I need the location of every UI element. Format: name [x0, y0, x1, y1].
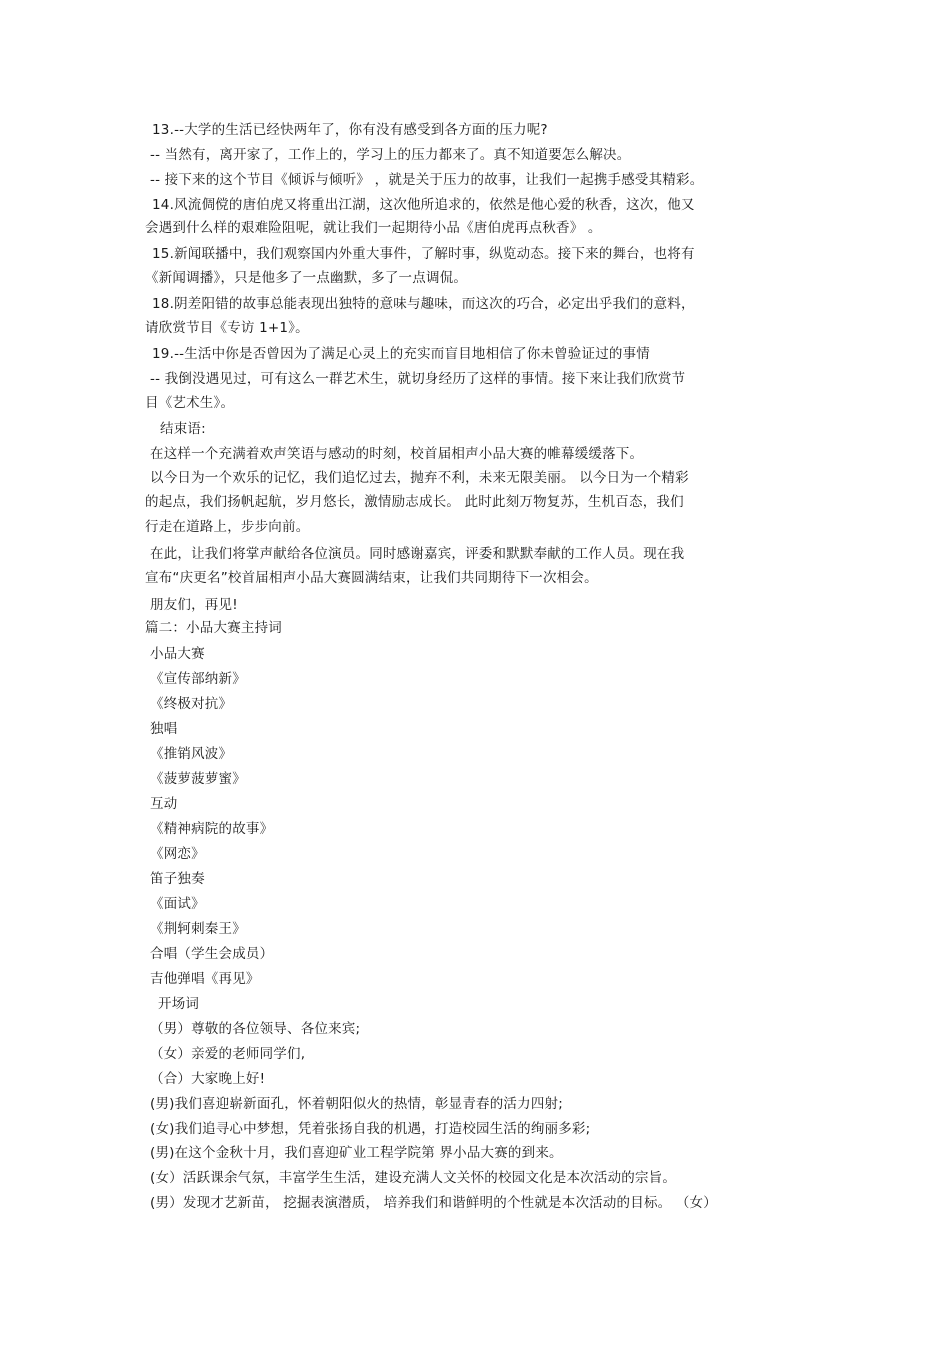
- program-item: 互动: [150, 796, 178, 812]
- text-line: (女）活跃课余气氛，丰富学生生活，建设充满人文关怀的校园文化是本次活动的宗旨。: [150, 1170, 677, 1186]
- text-line: -- 接下来的这个节目《倾诉与倾听》 ，就是关于压力的故事，让我们一起携手感受其精彩。: [150, 172, 704, 188]
- text-line: 14.风流倜傥的唐伯虎又将重出江湖，这次他所追求的，依然是他心爱的秋香，这次，他又: [152, 197, 695, 213]
- text-line: 朋友们，再见!: [150, 597, 238, 613]
- text-line: 会遇到什么样的艰难险阻呢，就让我们一起期待小品《唐伯虎再点秋香》 。: [145, 220, 602, 236]
- text-line: 19.--生活中你是否曾因为了满足心灵上的充实而盲目地相信了你未曾验证过的事情: [152, 346, 651, 362]
- program-item: 《宣传部纳新》: [150, 671, 246, 687]
- text-line: 开场词: [158, 996, 200, 1012]
- text-line: 在此，让我们将掌声献给各位演员。同时感谢嘉宾，评委和默默奉献的工作人员。现在我: [150, 546, 685, 562]
- text-line: 在这样一个充满着欢声笑语与感动的时刻，校首届相声小品大赛的帷幕缓缓落下。: [150, 446, 644, 462]
- program-item: 合唱（学生会成员）: [150, 946, 274, 962]
- program-item: 《网恋》: [150, 846, 205, 862]
- text-line: 的起点，我们扬帆起航，岁月悠长，激情励志成长。 此时此刻万物复苏，生机百态，我们: [145, 494, 684, 510]
- program-item: 笛子独奏: [150, 871, 205, 887]
- text-line: (男）发现才艺新苗， 挖掘表演潜质， 培养我们和谐鲜明的个性就是本次活动的目标。 （女）: [150, 1195, 717, 1211]
- text-line: (女)我们追寻心中梦想，凭着张扬自我的机遇，打造校园生活的绚丽多彩;: [150, 1121, 591, 1137]
- program-item: 《精神病院的故事》: [150, 821, 274, 837]
- text-line: （男）尊敬的各位领导、各位来宾;: [150, 1021, 361, 1037]
- text-line: 18.阴差阳错的故事总能表现出独特的意味与趣味，而这次的巧合，必定出乎我们的意料，: [152, 296, 695, 312]
- text-line: 结束语:: [160, 421, 206, 437]
- text-line: (男)我们喜迎崭新面孔，怀着朝阳似火的热情，彰显青春的活力四射;: [150, 1096, 563, 1112]
- text-line: 《新闻调播》，只是他多了一点幽默，多了一点调侃。: [145, 270, 468, 286]
- text-line: （合）大家晚上好!: [150, 1071, 266, 1087]
- program-item: 《荆轲刺秦王》: [150, 921, 246, 937]
- section-heading: 篇二：小品大赛主持词: [145, 620, 282, 636]
- program-item: 小品大赛: [150, 646, 205, 662]
- text-line: （女）亲爱的老师同学们,: [150, 1046, 306, 1062]
- program-item: 《终极对抗》: [150, 696, 233, 712]
- text-line: (男)在这个金秋十月，我们喜迎矿业工程学院第 界小品大赛的到来。: [150, 1145, 563, 1161]
- text-line: -- 我倒没遇见过，可有这么一群艺术生，就切身经历了这样的事情。接下来让我们欣赏节: [150, 371, 686, 387]
- text-line: 13.--大学的生活已经快两年了，你有没有感受到各方面的压力呢?: [152, 122, 548, 138]
- text-line: 请欣赏节目《专访 1+1》。: [145, 320, 309, 336]
- text-line: 以今日为一个欢乐的记忆，我们追忆过去，抛弃不利，未来无限美丽。 以今日为一个精彩: [150, 470, 689, 486]
- program-item: 吉他弹唱《再见》: [150, 971, 260, 987]
- text-line: 行走在道路上，步步向前。: [145, 519, 310, 535]
- program-item: 《推销风波》: [150, 746, 233, 762]
- program-item: 《面试》: [150, 896, 205, 912]
- text-line: -- 当然有，离开家了，工作上的，学习上的压力都来了。真不知道要怎么解决。: [150, 147, 631, 163]
- program-item: 《菠萝菠萝蜜》: [150, 771, 246, 787]
- text-line: 15.新闻联播中，我们观察国内外重大事件，了解时事，纵览动态。接下来的舞台，也将有: [152, 246, 695, 262]
- text-line: 宣布“庆更名”校首届相声小品大赛圆满结束，让我们共同期待下一次相会。: [145, 570, 598, 586]
- text-line: 目《艺术生》。: [145, 395, 235, 411]
- program-item: 独唱: [150, 721, 178, 737]
